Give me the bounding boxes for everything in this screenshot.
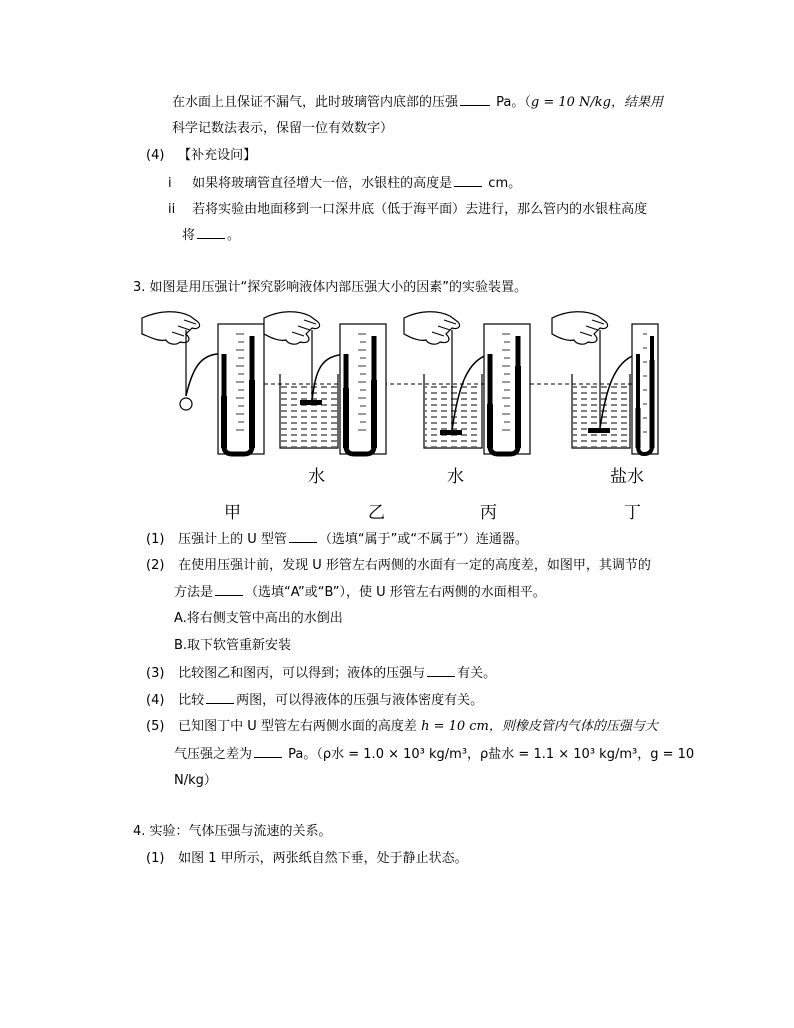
q3-item-5-cont	[174, 745, 694, 764]
q2-sub4	[146, 147, 256, 165]
item-number: (2)	[146, 558, 165, 573]
q2-sub4-i	[168, 174, 521, 193]
panel-yi	[264, 312, 386, 454]
q2-line2: 科学记数法表示，保留一位有效数字）	[172, 121, 394, 136]
q2-i-text-a: 如果将玻璃管直径增大一倍，水银柱的高度是	[192, 176, 453, 191]
item-text: 方法是	[174, 585, 214, 600]
item-text: （选填“属于”或“不属于”）连通器。	[318, 532, 528, 547]
item-number: (1)	[146, 851, 165, 866]
q3-option-a: A.将右侧支管中高出的水倒出	[174, 611, 343, 626]
u-tube-icon	[484, 324, 530, 454]
q2-sub4-label: 【补充设问】	[178, 148, 257, 163]
answer-blank[interactable]	[254, 745, 282, 758]
item-text: 两图，可以得液体的压强与液体密度有关。	[236, 693, 484, 708]
item-text: 有关。	[457, 666, 497, 681]
u-tube-icon	[632, 324, 658, 454]
q3-item-1	[146, 530, 528, 549]
item-text: 比较	[178, 693, 205, 708]
answer-blank[interactable]	[427, 664, 455, 677]
pressure-gauge-figure	[140, 300, 660, 525]
q2-ii-number: ii	[168, 202, 176, 217]
q2-line1-text-b: Pa。（	[496, 95, 531, 110]
item-text: h = 10 cm，则橡皮管内气体的压强与大	[421, 719, 658, 734]
q3-item-2	[146, 557, 651, 575]
beaker-icon	[424, 374, 482, 448]
item-text: 已知图丁中 U 型管左右两侧水面的高度差	[178, 719, 417, 734]
experiment-diagram	[140, 300, 660, 525]
q2-line1-text-a: 在水面上且保证不漏气，此时玻璃管内底部的压强	[172, 95, 459, 110]
q2-line1-text-c: g = 10 N/kg，结果用	[530, 95, 663, 110]
q3-item-4	[146, 691, 483, 710]
item-text: Pa。（ρ水 = 1.0 × 10³ kg/m³，ρ盐水 = 1.1 × 10³ kg/m³，g = 10	[288, 747, 695, 762]
q3-option-b: B.取下软管重新安装	[174, 638, 292, 653]
answer-blank[interactable]	[206, 691, 234, 704]
q2-sub4-ii-cont	[182, 226, 240, 245]
q3-item-3	[146, 664, 496, 683]
item-number: (1)	[146, 532, 165, 547]
q3-item-2-cont	[174, 583, 546, 602]
item-text: 压强计上的 U 型管	[178, 532, 287, 547]
q4-item-1	[146, 850, 468, 868]
item-text: 气压强之差为	[174, 747, 253, 762]
u-tube-icon	[340, 324, 386, 454]
answer-blank[interactable]	[454, 174, 482, 187]
answer-blank[interactable]	[289, 530, 317, 543]
q2-sub4-ii	[168, 201, 647, 219]
liquid-label-ding: 盐水	[610, 467, 644, 487]
item-number: (4)	[146, 693, 165, 708]
q2-i-number: i	[168, 176, 172, 191]
panel-ding	[552, 312, 658, 454]
q4-title: 4. 实验：气体压强与流速的关系。	[133, 824, 332, 839]
q2-ii-text2-a: 将	[182, 228, 196, 243]
answer-blank[interactable]	[460, 93, 490, 106]
panel-label-yi: 乙	[368, 503, 385, 523]
beaker-icon	[572, 374, 630, 448]
liquid-label-yi: 水	[308, 467, 325, 487]
panel-label-ding: 丁	[624, 503, 641, 523]
item-text: 比较图乙和图丙，可以得到；液体的压强与	[178, 666, 426, 681]
q3-item-5-cont2: N/kg）	[174, 773, 217, 788]
q2-line1	[172, 93, 663, 112]
item-text: 如图 1 甲所示，两张纸自然下垂，处于静止状态。	[178, 851, 468, 866]
beaker-icon	[280, 374, 338, 448]
q3-title: 3. 如图是用压强计“探究影响液体内部压强大小的因素”的实验装置。	[133, 280, 528, 295]
panel-jia	[142, 312, 264, 454]
hand-icon	[142, 312, 200, 344]
q2-ii-text: 若将实验由地面移到一口深井底（低于海平面）去进行，那么管内的水银柱高度	[192, 202, 648, 217]
item-text: （选填“A”或“B”），使 U 形管左右两侧的水面相平。	[245, 585, 546, 600]
panel-label-bing: 丙	[480, 503, 497, 523]
hand-icon	[552, 312, 608, 344]
item-number: (3)	[146, 666, 165, 681]
q2-i-text-b: cm。	[488, 176, 522, 191]
u-tube-icon	[218, 324, 264, 454]
q2-sub4-number: (4)	[146, 148, 165, 163]
answer-blank[interactable]	[215, 583, 243, 596]
answer-blank[interactable]	[197, 226, 225, 239]
probe-icon	[180, 398, 192, 410]
item-text: 在使用压强计前，发现 U 形管左右两侧的水面有一定的高度差，如图甲，其调节的	[178, 558, 651, 573]
liquid-label-bing: 水	[447, 467, 464, 487]
q3-item-5	[146, 718, 658, 736]
q2-ii-text2-b: 。	[227, 228, 241, 243]
panel-label-jia: 甲	[224, 503, 241, 523]
hand-icon	[264, 312, 320, 344]
panel-bing	[404, 312, 530, 454]
item-number: (5)	[146, 719, 165, 734]
hand-icon	[404, 312, 460, 344]
